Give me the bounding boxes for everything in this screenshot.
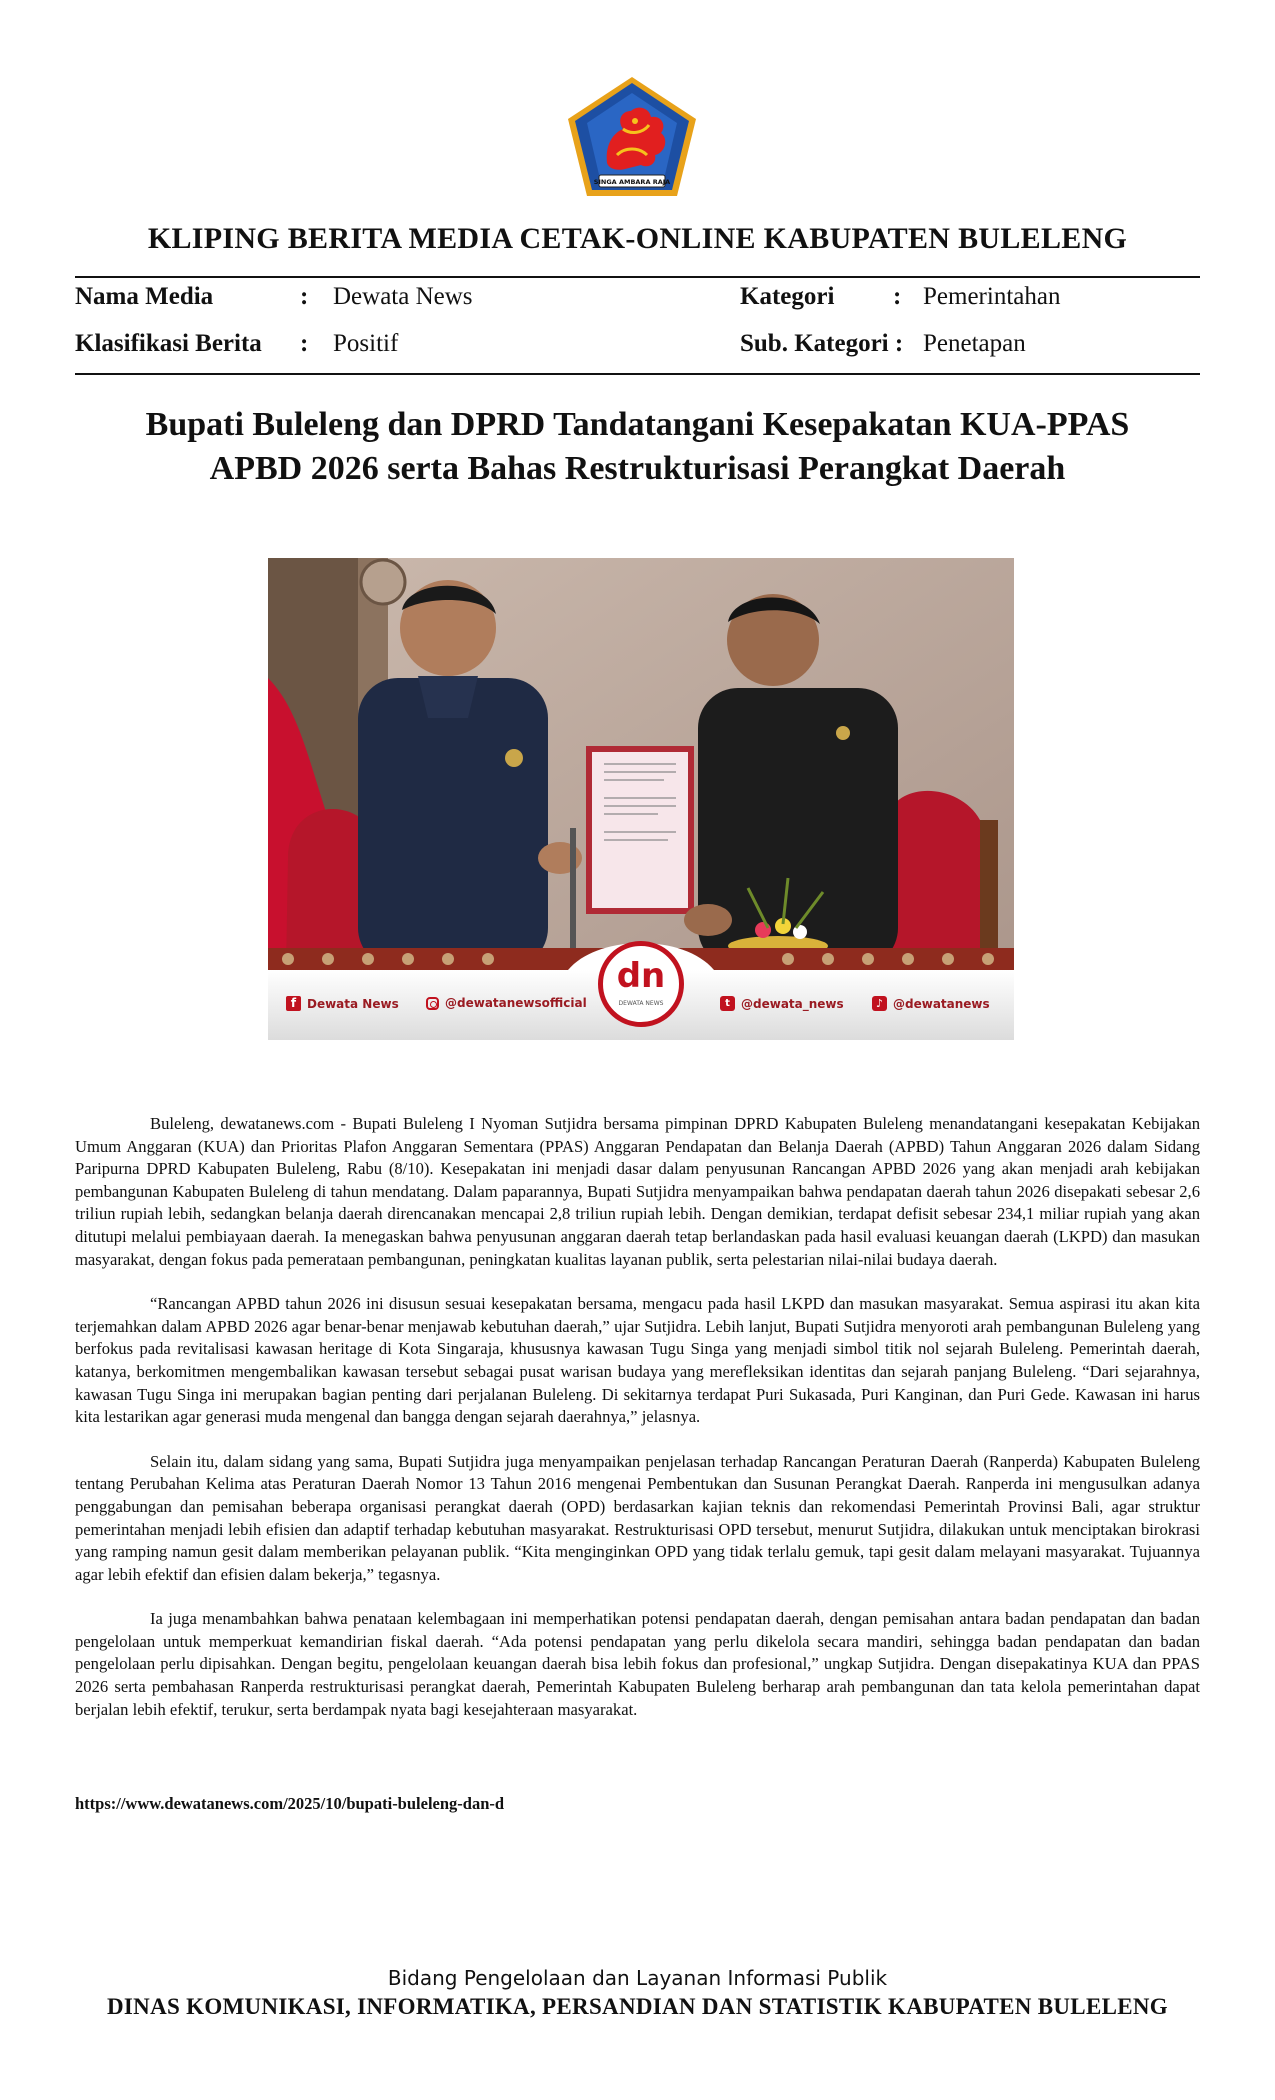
- instagram-handle: @dewatanewsofficial: [445, 996, 587, 1010]
- social-facebook: [286, 996, 399, 1011]
- sub-kategori-label: Sub. Kategori :: [740, 330, 904, 357]
- colon: :: [300, 330, 309, 357]
- kategori-value: Pemerintahan: [923, 283, 1061, 310]
- social-twitter: [720, 996, 844, 1011]
- article-headline: [75, 403, 1200, 491]
- headline-line-1: Bupati Buleleng dan DPRD Tandatangani Kesepakatan KUA-PPAS: [145, 406, 1130, 443]
- twitter-handle: @dewata_news: [741, 996, 844, 1011]
- source-url[interactable]: https://www.dewatanews.com/2025/10/bupati-buleleng-dan-d: [75, 1794, 505, 1813]
- instagram-icon: [426, 997, 439, 1010]
- watermark-logo-letters: dn: [616, 956, 666, 996]
- facebook-handle: Dewata News: [307, 996, 399, 1011]
- tiktok-icon: ♪: [872, 996, 887, 1011]
- divider-bottom: [75, 373, 1200, 375]
- media-label: Nama Media: [75, 283, 214, 310]
- klasifikasi-label: Klasifikasi Berita: [75, 330, 262, 357]
- article-body: [75, 1113, 1200, 1743]
- social-tiktok: [872, 996, 990, 1011]
- footer-department: DINAS KOMUNIKASI, INFORMATIKA, PERSANDIAN DAN STATISTIK KABUPATEN BULELENG: [107, 1994, 1168, 2019]
- watermark-logo-sub: DEWATA NEWS: [618, 1000, 664, 1007]
- article-paragraph: Buleleng, dewatanews.com - Bupati Buleleng I Nyoman Sutjidra bersama pimpinan DPRD Kabupaten Buleleng menandatangani kesepakatan Kebijakan Umum Anggaran (KUA) dan Prioritas Plafon Anggaran Sementara (PPAS) Anggaran Pendapatan dan Belanja Daerah (APBD) Tahun Anggaran 2026 dalam Sidang Paripurna DPRD Kabupaten Buleleng, Rabu (8/10). Kesepakatan ini menjadi dasar dalam penyusunan Rancangan APBD 2026 yang akan menjadi arah kebijakan pembangunan Kabupaten Buleleng di tahun mendatang. Dalam paparannya, Bupati Sutjidra menyampaikan bahwa pendapatan daerah tahun 2026 disepakati sebesar 2,6 triliun rupiah lebih, sedangkan belanja daerah direncanakan mencapai 2,8 triliun rupiah lebih. Dengan demikian, terdapat defisit sebesar 234,1 miliar rupiah yang akan ditutupi melalui pembiayaan daerah. Ia menegaskan bahwa penyusunan anggaran daerah tetap berlandaskan pada hasil evaluasi keuangan daerah (LKPD) dan masukan masyarakat, dengan fokus pada pemerataan pembangunan, peningkatan kualitas layanan publik, serta pelestarian nilai-nilai budaya daerah.: [75, 1114, 1200, 1269]
- colon: :: [893, 283, 902, 310]
- document-title: KLIPING BERITA MEDIA CETAK-ONLINE KABUPATEN BULELENG: [147, 222, 1128, 255]
- media-value: Dewata News: [333, 283, 473, 310]
- singa-ambara-raja-crest-icon: [565, 75, 699, 199]
- facebook-icon: f: [286, 996, 301, 1011]
- tiktok-handle: @dewatanews: [893, 996, 990, 1011]
- article-paragraph: Selain itu, dalam sidang yang sama, Bupati Sutjidra juga menyampaikan penjelasan terhadap Rancangan Peraturan Daerah (Ranperda) Kabupaten Buleleng tentang Perubahan Kelima atas Peraturan Daerah Nomor 13 Tahun 2016 mengenai Pembentukan dan Susunan Perangkat Daerah. Ranperda ini mengusulkan adanya penggabungan dan pemisahan beberapa organisasi perangkat daerah (OPD) berdasarkan kajian teknis dan rekomendasi Pemerintah Provinsi Bali, agar struktur pemerintahan menjadi lebih efisien dan adaptif terhadap kebutuhan masyarakat. Restrukturisasi OPD tersebut, menurut Sutjidra, dilakukan untuk menciptakan birokrasi yang ramping namun gesit dalam memberikan pelayanan publik. “Kita menginginkan OPD yang tidak terlalu gemuk, tapi gesit dalam melayani masyarakat. Tujuannya agar lebih efektif dan efisien dalam bekerja,” tegasnya.: [75, 1451, 1200, 1584]
- sub-kategori-value: Penetapan: [923, 330, 1026, 357]
- news-photo: [268, 558, 1014, 1040]
- kategori-label: Kategori: [740, 283, 835, 310]
- logo-motto: SINGA AMBARA RAJA: [593, 178, 671, 186]
- watermark-logo: [598, 941, 684, 1027]
- divider-top: [75, 276, 1200, 278]
- social-instagram: [426, 996, 587, 1010]
- twitter-icon: t: [720, 996, 735, 1011]
- regency-logo: [565, 75, 699, 199]
- footer-division: Bidang Pengelolaan dan Layanan Informasi Publik: [387, 1966, 888, 1990]
- klasifikasi-value: Positif: [333, 330, 399, 357]
- article-paragraph: “Rancangan APBD tahun 2026 ini disusun sesuai kesepakatan bersama, mengacu pada hasil LKPD dan masukan masyarakat. Semua aspirasi itu akan kita terjemahkan dalam APBD 2026 agar benar-benar menjawab kebutuhan daerah,” ujar Sutjidra. Lebih lanjut, Bupati Sutjidra menyoroti arah pembangunan Buleleng yang berfokus pada revitalisasi kawasan heritage di Kota Singaraja, khususnya kawasan Tugu Singa yang menjadi simbol titik nol sejarah Buleleng. Pemerintah daerah, katanya, berkomitmen mengembalikan kawasan tersebut sebagai pusat warisan budaya yang merefleksikan identitas dan sejarah panjang Buleleng. “Dari sejarahnya, kawasan Tugu Singa ini merupakan bagian penting dari perjalanan Buleleng. Di sekitarnya terdapat Puri Sukasada, Puri Kanginan, dan Puri Gede. Kawasan ini harus kita lestarikan agar generasi muda mengenal dan bangga dengan sejarah daerahnya,” jelasnya.: [75, 1294, 1200, 1427]
- headline-line-2: APBD 2026 serta Bahas Restrukturisasi Perangkat Daerah: [209, 450, 1066, 487]
- colon: :: [300, 283, 309, 310]
- article-paragraph: Ia juga menambahkan bahwa penataan kelembagaan ini memperhatikan potensi pendapatan daerah, dengan pemisahan antara badan pendapatan dan badan pengelolaan untuk memperkuat kemandirian fiskal daerah. “Ada potensi pendapatan yang perlu dikelola secara mandiri, sehingga badan pendapatan dan badan pengelolaan perlu dipisahkan. Dengan begitu, pengelolaan keuangan daerah bisa lebih fokus dan profesional,” ungkap Sutjidra. Dengan disepakatinya KUA dan PPAS 2026 serta pembahasan Ranperda restrukturisasi perangkat daerah, Pemerintah Kabupaten Buleleng berharap arah pembangunan dan tata kelola pemerintahan dapat berjalan lebih efektif, terukur, serta berdampak nyata bagi kesejahteraan masyarakat.: [75, 1609, 1200, 1719]
